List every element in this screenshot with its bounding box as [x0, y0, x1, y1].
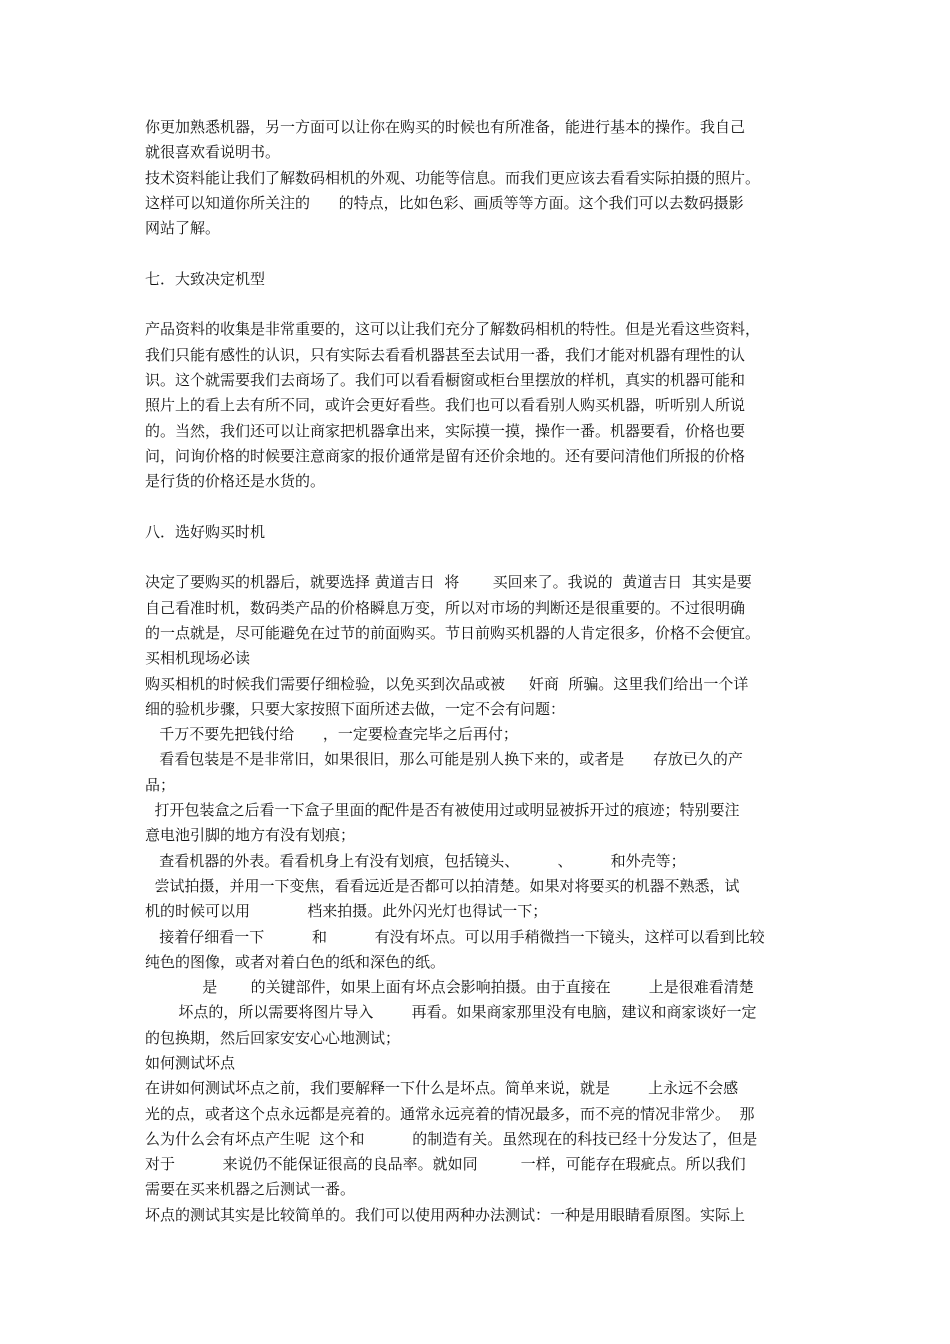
text-line: 接着仔细看一下 和 有没有坏点。可以用手稍微挡一下镜头，这样可以看到比较	[145, 927, 765, 946]
section-heading: 八．选好购买时机	[145, 522, 266, 541]
text-line: 网站了解。	[145, 219, 221, 238]
text-line: 我们只能有感性的认识，只有实际去看看机器甚至去试用一番，我们才能对机器有理性的认	[145, 345, 746, 364]
text-line: 产品资料的收集是非常重要的，这可以让我们充分了解数码相机的特性。但是光看这些资料，	[145, 320, 761, 339]
section-heading: 七．大致决定机型	[145, 269, 266, 288]
text-line: 对于 来说仍不能保证很高的良品率。就如同 一样，可能存在瑕疵点。所以我们	[145, 1155, 746, 1174]
text-line: 是行货的价格还是水货的。	[145, 472, 326, 491]
text-line: 机的时候可以用 档来拍摄。此外闪光灯也得试一下；	[145, 902, 548, 921]
text-line: 你更加熟悉机器，另一方面可以让你在购买的时候也有所准备，能进行基本的操作。我自己	[145, 118, 746, 136]
blank-line	[145, 292, 813, 317]
text-line: 在讲如何测试坏点之前，我们要解释一下什么是坏点。简单来说，就是 上永远不会感	[145, 1079, 739, 1098]
text-line: 如何测试坏点	[145, 1053, 236, 1072]
text-line: 的一点就是，尽可能避免在过节的前面购买。节日前购买机器的人肯定很多，价格不会便宜。	[145, 623, 761, 642]
text-line: 千万不要先把钱付给 ，一定要检查完毕之后再付；	[145, 725, 518, 744]
text-line: 自己看准时机，数码类产品的价格瞬息万变，所以对市场的判断还是很重要的。不过很明确	[145, 598, 746, 617]
text-line: 坏点的，所以需要将图片导入 再看。如果商家那里没有电脑，建议和商家谈好一定	[145, 1003, 757, 1022]
text-line: 问，问询价格的时候要注意商家的报价通常是留有还价余地的。还有要问清他们所报的价格	[145, 446, 746, 465]
text-line: 坏点的测试其实是比较简单的。我们可以使用两种办法测试：一种是用眼睛看原图。实际上	[145, 1205, 746, 1224]
text-line: 品；	[145, 775, 176, 794]
text-line: 购买相机的时候我们需要仔细检验，以免买到次品或被 奸商 所骗。这里我们给出一个详	[145, 674, 749, 693]
text-line: 纯色的图像，或者对着白色的纸和深色的纸。	[145, 952, 446, 971]
text-line: 的。当然，我们还可以让商家把机器拿出来，实际摸一摸，操作一番。机器要看，价格也要	[145, 421, 746, 440]
text-line: 光的点，或者这个点永远都是亮着的。通常永远亮着的情况最多，而不亮的情况非常少。 那	[145, 1104, 755, 1123]
text-line: 尝试拍摄，并用一下变焦，看看远近是否都可以拍清楚。如果对将要买的机器不熟悉，试	[145, 876, 740, 895]
blank-line	[145, 545, 813, 570]
text-line: 是 的关键部件，如果上面有坏点会影响拍摄。由于直接在 上是很难看清楚	[145, 978, 754, 997]
text-line: 的包换期，然后回家安安心心地测试；	[145, 1028, 401, 1047]
document-body	[145, 115, 813, 1228]
text-line: 细的验机步骤，只要大家按照下面所述去做，一定不会有问题：	[145, 699, 566, 718]
text-line: 这样可以知道你所关注的 的特点，比如色彩、画质等等方面。这个我们可以去数码摄影	[145, 193, 744, 212]
text-line: 就很喜欢看说明书。	[145, 143, 281, 162]
blank-line	[145, 494, 813, 519]
text-line: 意电池引脚的地方有没有划痕；	[145, 826, 356, 845]
blank-line	[145, 241, 813, 266]
text-line: 打开包装盒之后看一下盒子里面的配件是否有被使用过或明显被拆开过的痕迹；特别要注	[145, 801, 740, 820]
text-line: 查看机器的外表。看看机身上有没有划痕，包括镜头、 、 和外壳等；	[145, 851, 686, 870]
text-line: 看看包装是不是非常旧，如果很旧，那么可能是别人换下来的，或者是 存放已久的产	[145, 750, 743, 769]
text-line: 技术资料能让我们了解数码相机的外观、功能等信息。而我们更应该去看看实际拍摄的照片。	[145, 168, 761, 187]
text-line: 需要在买来机器之后测试一番。	[145, 1180, 356, 1199]
text-line: 么为什么会有坏点产生呢 这个和 的制造有关。虽然现在的科技已经十分发达了，但是	[145, 1129, 758, 1148]
text-line: 买相机现场必读	[145, 649, 251, 668]
text-line: 识。这个就需要我们去商场了。我们可以看看橱窗或柜台里摆放的样机，真实的机器可能和	[145, 370, 746, 389]
text-line: 决定了要购买的机器后，就要选择 黄道吉日 将 买回来了。我说的 黄道吉日 其实是要	[145, 573, 752, 592]
text-line: 照片上的看上去有所不同，或许会更好看些。我们也可以看看别人购买机器，听听别人所说	[145, 396, 746, 415]
